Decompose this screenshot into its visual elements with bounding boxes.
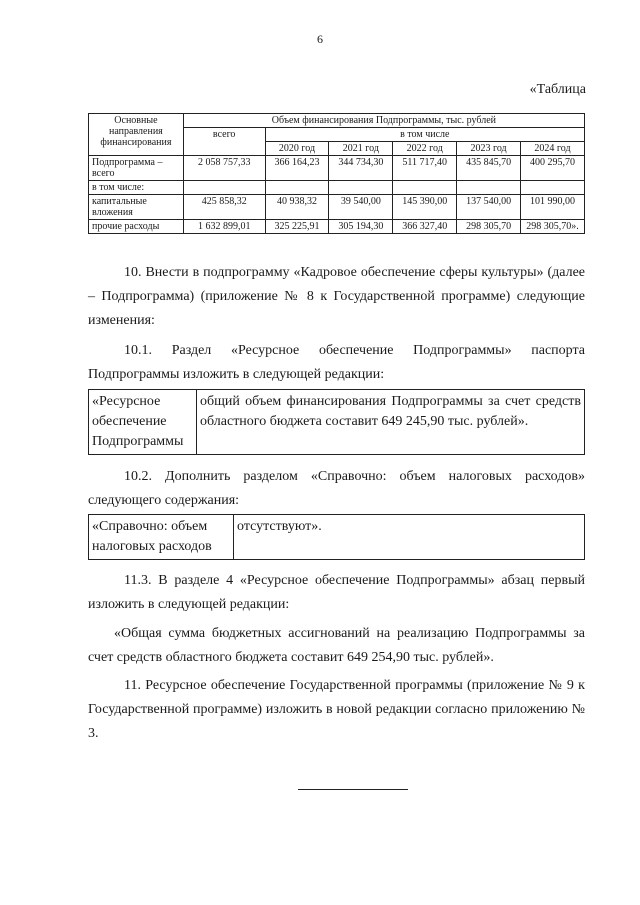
row-value: 325 225,91 [265, 220, 329, 234]
resource-box-label: «Ресурсное обеспечение Подпрограммы [89, 390, 197, 455]
table-row [89, 195, 585, 220]
header-year: 2020 год [265, 142, 329, 156]
paragraph-11: 11. Ресурсное обеспечение Государственной программы (приложение № 9 к Государственной программе) изложить в новой редакции согласно приложению № 3. [88, 678, 585, 741]
row-value: 435 845,70 [457, 156, 521, 181]
row-value [265, 181, 329, 195]
header-including: в том числе [265, 128, 584, 142]
resource-box-value: общий объем финансирования Подпрограммы за счет средств областного бюджета составит 649 245,90 тыс. рублей». [197, 390, 585, 455]
paragraph-10-2: 10.2. Дополнить разделом «Справочно: объем налоговых расходов» следующего содержания: [88, 469, 585, 508]
row-value: 298 305,70 [457, 220, 521, 234]
paragraph-11-3: 11.3. В разделе 4 «Ресурсное обеспечение Подпрограммы» абзац первый изложить в следующей редакции: [88, 573, 585, 612]
row-total: 425 858,32 [183, 195, 265, 220]
row-value: 366 327,40 [393, 220, 457, 234]
row-value [329, 181, 393, 195]
paragraph-quote: «Общая сумма бюджетных ассигнований на реализацию Подпрограммы за счет средств областного бюджета составит 649 254,90 тыс. рублей». [88, 626, 585, 665]
table-row [89, 181, 585, 195]
table-row [89, 156, 585, 181]
table-row [89, 220, 585, 234]
row-value: 39 540,00 [329, 195, 393, 220]
row-value: 305 194,30 [329, 220, 393, 234]
row-label: прочие расходы [89, 220, 184, 234]
tax-box-value: отсутствуют». [234, 515, 585, 560]
page-number: 6 [317, 32, 323, 46]
row-label: в том числе: [89, 181, 184, 195]
row-value: 298 305,70». [521, 220, 585, 234]
row-value: 400 295,70 [521, 156, 585, 181]
row-value: 366 164,23 [265, 156, 329, 181]
table-caption: «Таблица [529, 82, 586, 97]
header-year: 2022 год [393, 142, 457, 156]
tax-box [88, 514, 585, 560]
row-total [183, 181, 265, 195]
header-year: 2021 год [329, 142, 393, 156]
header-year: 2023 год [457, 142, 521, 156]
financing-table [88, 113, 585, 234]
row-total: 1 632 899,01 [183, 220, 265, 234]
row-value: 344 734,30 [329, 156, 393, 181]
row-value: 511 717,40 [393, 156, 457, 181]
tax-box-label: «Справочно: объем налоговых расходов [89, 515, 234, 560]
row-total: 2 058 757,33 [183, 156, 265, 181]
row-value [393, 181, 457, 195]
header-volume: Объем финансирования Подпрограммы, тыс. рублей [183, 114, 584, 128]
header-year: 2024 год [521, 142, 585, 156]
row-value: 137 540,00 [457, 195, 521, 220]
end-rule [298, 789, 408, 790]
paragraph-10: 10. Внести в подпрограмму «Кадровое обеспечение сферы культуры» (далее – Подпрограмма) (приложение № 8 к Государственной программе) следующие изменения: [88, 265, 585, 328]
row-label: капитальные вложения [89, 195, 184, 220]
row-value [521, 181, 585, 195]
row-value [457, 181, 521, 195]
row-value: 145 390,00 [393, 195, 457, 220]
header-directions: Основные направления финансирования [89, 114, 184, 156]
row-value: 101 990,00 [521, 195, 585, 220]
row-label: Подпрограмма – всего [89, 156, 184, 181]
header-total: всего [183, 128, 265, 156]
paragraph-10-1: 10.1. Раздел «Ресурсное обеспечение Подпрограммы» паспорта Подпрограммы изложить в следующей редакции: [88, 343, 585, 382]
table-header-row [89, 114, 585, 128]
row-value: 40 938,32 [265, 195, 329, 220]
resource-box [88, 389, 585, 455]
